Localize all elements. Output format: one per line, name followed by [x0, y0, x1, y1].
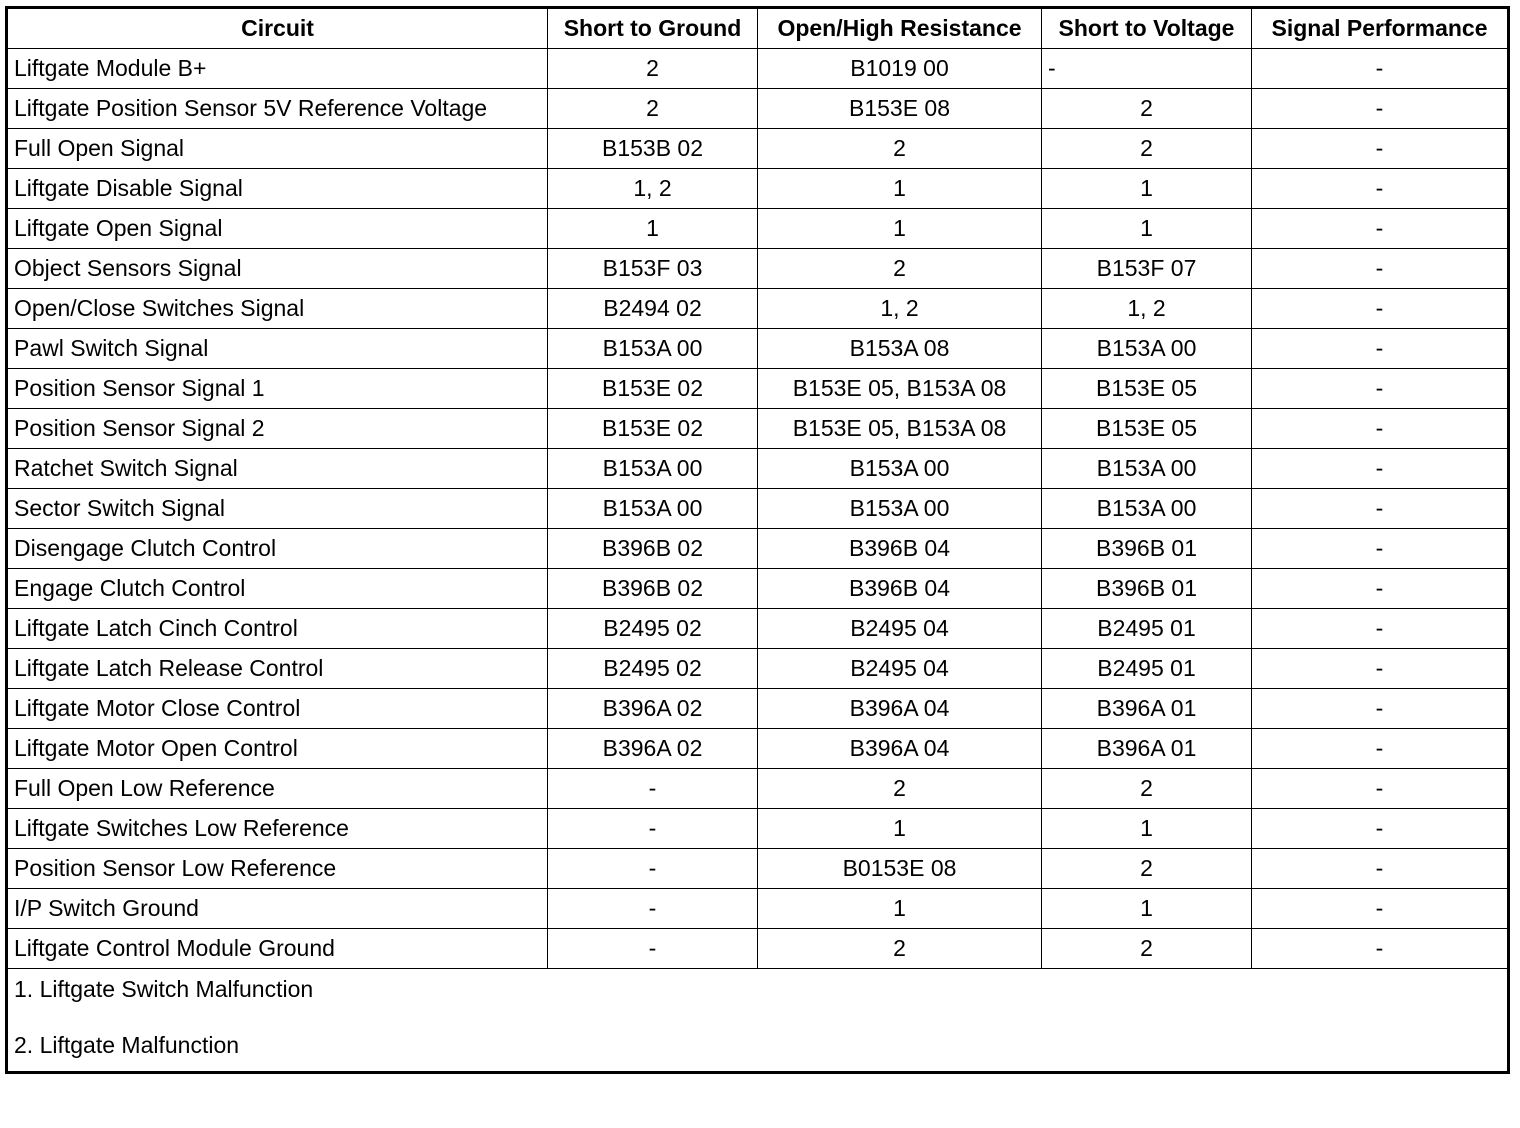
cell-circuit: Liftgate Motor Close Control [7, 689, 548, 729]
cell-circuit: Liftgate Control Module Ground [7, 929, 548, 969]
cell-circuit: Pawl Switch Signal [7, 329, 548, 369]
cell-circuit: Liftgate Module B+ [7, 49, 548, 89]
cell-short-to-ground: 1 [548, 209, 758, 249]
table-row [7, 889, 1509, 929]
table-row [7, 49, 1509, 89]
cell-open-high-resistance: B396B 04 [758, 529, 1042, 569]
cell-circuit: I/P Switch Ground [7, 889, 548, 929]
header-short-to-voltage: Short to Voltage [1042, 8, 1252, 49]
cell-signal-performance: - [1252, 769, 1509, 809]
cell-short-to-ground: B396A 02 [548, 689, 758, 729]
cell-short-to-voltage: B2495 01 [1042, 609, 1252, 649]
cell-signal-performance: - [1252, 209, 1509, 249]
cell-short-to-ground: - [548, 849, 758, 889]
table-row [7, 609, 1509, 649]
cell-signal-performance: - [1252, 169, 1509, 209]
cell-short-to-ground: B153E 02 [548, 409, 758, 449]
cell-short-to-ground: B396B 02 [548, 569, 758, 609]
table-row [7, 289, 1509, 329]
note-2: 2. Liftgate Malfunction [14, 1032, 240, 1058]
cell-circuit: Position Sensor Low Reference [7, 849, 548, 889]
cell-short-to-ground: B153A 00 [548, 329, 758, 369]
table-row [7, 489, 1509, 529]
cell-circuit: Object Sensors Signal [7, 249, 548, 289]
cell-short-to-voltage: B396B 01 [1042, 569, 1252, 609]
cell-open-high-resistance: B2495 04 [758, 649, 1042, 689]
cell-circuit: Open/Close Switches Signal [7, 289, 548, 329]
cell-open-high-resistance: B396A 04 [758, 729, 1042, 769]
cell-short-to-voltage: B153F 07 [1042, 249, 1252, 289]
table-row [7, 129, 1509, 169]
table-row [7, 449, 1509, 489]
header-row [7, 8, 1509, 49]
cell-short-to-voltage: B396A 01 [1042, 689, 1252, 729]
cell-open-high-resistance: B153A 00 [758, 449, 1042, 489]
cell-signal-performance: - [1252, 569, 1509, 609]
cell-short-to-ground: B153A 00 [548, 489, 758, 529]
cell-open-high-resistance: 2 [758, 769, 1042, 809]
table-row [7, 329, 1509, 369]
cell-short-to-ground: - [548, 809, 758, 849]
cell-circuit: Liftgate Latch Release Control [7, 649, 548, 689]
cell-open-high-resistance: 1 [758, 169, 1042, 209]
cell-short-to-ground: B2495 02 [548, 609, 758, 649]
cell-short-to-voltage: B396B 01 [1042, 529, 1252, 569]
cell-open-high-resistance: 1 [758, 809, 1042, 849]
cell-signal-performance: - [1252, 729, 1509, 769]
cell-circuit: Liftgate Open Signal [7, 209, 548, 249]
notes-row [7, 969, 1509, 1073]
cell-short-to-ground: 2 [548, 49, 758, 89]
cell-signal-performance: - [1252, 809, 1509, 849]
cell-circuit: Liftgate Position Sensor 5V Reference Voltage [7, 89, 548, 129]
cell-open-high-resistance: B396A 04 [758, 689, 1042, 729]
table-row [7, 569, 1509, 609]
cell-open-high-resistance: B2495 04 [758, 609, 1042, 649]
header-short-to-ground: Short to Ground [548, 8, 758, 49]
cell-signal-performance: - [1252, 849, 1509, 889]
table-row [7, 769, 1509, 809]
cell-open-high-resistance: 2 [758, 929, 1042, 969]
cell-short-to-ground: - [548, 889, 758, 929]
header-circuit: Circuit [7, 8, 548, 49]
cell-short-to-voltage: 2 [1042, 769, 1252, 809]
cell-short-to-voltage: B153E 05 [1042, 409, 1252, 449]
cell-open-high-resistance: 2 [758, 129, 1042, 169]
cell-short-to-voltage: 1 [1042, 809, 1252, 849]
cell-circuit: Liftgate Disable Signal [7, 169, 548, 209]
cell-short-to-voltage: B396A 01 [1042, 729, 1252, 769]
cell-circuit: Full Open Low Reference [7, 769, 548, 809]
cell-signal-performance: - [1252, 689, 1509, 729]
cell-short-to-ground: B396A 02 [548, 729, 758, 769]
cell-short-to-voltage: 2 [1042, 849, 1252, 889]
cell-short-to-ground: B153A 00 [548, 449, 758, 489]
cell-short-to-voltage: 2 [1042, 929, 1252, 969]
cell-short-to-voltage: 1 [1042, 889, 1252, 929]
cell-open-high-resistance: B153A 00 [758, 489, 1042, 529]
cell-short-to-ground: B2495 02 [548, 649, 758, 689]
cell-signal-performance: - [1252, 929, 1509, 969]
cell-signal-performance: - [1252, 89, 1509, 129]
table-row [7, 809, 1509, 849]
header-signal-performance: Signal Performance [1252, 8, 1509, 49]
cell-circuit: Full Open Signal [7, 129, 548, 169]
cell-open-high-resistance: B0153E 08 [758, 849, 1042, 889]
table-row [7, 849, 1509, 889]
header-open-high-resistance: Open/High Resistance [758, 8, 1042, 49]
cell-short-to-ground: - [548, 769, 758, 809]
dtc-table [5, 6, 1510, 1074]
cell-open-high-resistance: 1, 2 [758, 289, 1042, 329]
cell-short-to-voltage: B153A 00 [1042, 329, 1252, 369]
cell-circuit: Position Sensor Signal 1 [7, 369, 548, 409]
note-1: 1. Liftgate Switch Malfunction [14, 976, 314, 1002]
table-row [7, 209, 1509, 249]
table-body [7, 49, 1509, 1073]
cell-short-to-voltage: - [1042, 49, 1252, 89]
table-row [7, 689, 1509, 729]
cell-short-to-ground: B153B 02 [548, 129, 758, 169]
cell-signal-performance: - [1252, 369, 1509, 409]
cell-short-to-voltage: B2495 01 [1042, 649, 1252, 689]
cell-circuit: Liftgate Switches Low Reference [7, 809, 548, 849]
cell-open-high-resistance: B153E 05, B153A 08 [758, 369, 1042, 409]
cell-short-to-ground: 2 [548, 89, 758, 129]
cell-short-to-ground: B2494 02 [548, 289, 758, 329]
cell-short-to-ground: 1, 2 [548, 169, 758, 209]
cell-signal-performance: - [1252, 289, 1509, 329]
cell-signal-performance: - [1252, 249, 1509, 289]
cell-circuit: Sector Switch Signal [7, 489, 548, 529]
cell-signal-performance: - [1252, 409, 1509, 449]
cell-short-to-voltage: 2 [1042, 129, 1252, 169]
cell-circuit: Disengage Clutch Control [7, 529, 548, 569]
cell-open-high-resistance: B1019 00 [758, 49, 1042, 89]
cell-open-high-resistance: B153E 05, B153A 08 [758, 409, 1042, 449]
table-row [7, 169, 1509, 209]
cell-signal-performance: - [1252, 489, 1509, 529]
table-row [7, 729, 1509, 769]
cell-circuit: Liftgate Motor Open Control [7, 729, 548, 769]
cell-open-high-resistance: 1 [758, 889, 1042, 929]
cell-open-high-resistance: 1 [758, 209, 1042, 249]
cell-short-to-voltage: B153A 00 [1042, 449, 1252, 489]
cell-short-to-voltage: 1 [1042, 169, 1252, 209]
cell-short-to-voltage: B153E 05 [1042, 369, 1252, 409]
table-header [7, 8, 1509, 49]
cell-open-high-resistance: 2 [758, 249, 1042, 289]
cell-signal-performance: - [1252, 329, 1509, 369]
cell-signal-performance: - [1252, 609, 1509, 649]
cell-signal-performance: - [1252, 449, 1509, 489]
table-row [7, 649, 1509, 689]
table-row [7, 529, 1509, 569]
notes-cell [7, 969, 1509, 1073]
table-row [7, 409, 1509, 449]
cell-short-to-ground: B153E 02 [548, 369, 758, 409]
cell-signal-performance: - [1252, 649, 1509, 689]
cell-short-to-ground: - [548, 929, 758, 969]
cell-signal-performance: - [1252, 129, 1509, 169]
cell-short-to-voltage: B153A 00 [1042, 489, 1252, 529]
cell-short-to-voltage: 1 [1042, 209, 1252, 249]
cell-circuit: Engage Clutch Control [7, 569, 548, 609]
table-row [7, 89, 1509, 129]
cell-open-high-resistance: B396B 04 [758, 569, 1042, 609]
cell-signal-performance: - [1252, 889, 1509, 929]
table-row [7, 249, 1509, 289]
cell-circuit: Liftgate Latch Cinch Control [7, 609, 548, 649]
cell-short-to-voltage: 2 [1042, 89, 1252, 129]
cell-signal-performance: - [1252, 529, 1509, 569]
cell-open-high-resistance: B153A 08 [758, 329, 1042, 369]
cell-short-to-ground: B396B 02 [548, 529, 758, 569]
cell-short-to-ground: B153F 03 [548, 249, 758, 289]
table-row [7, 369, 1509, 409]
table-row [7, 929, 1509, 969]
cell-signal-performance: - [1252, 49, 1509, 89]
cell-circuit: Position Sensor Signal 2 [7, 409, 548, 449]
cell-open-high-resistance: B153E 08 [758, 89, 1042, 129]
cell-short-to-voltage: 1, 2 [1042, 289, 1252, 329]
cell-circuit: Ratchet Switch Signal [7, 449, 548, 489]
